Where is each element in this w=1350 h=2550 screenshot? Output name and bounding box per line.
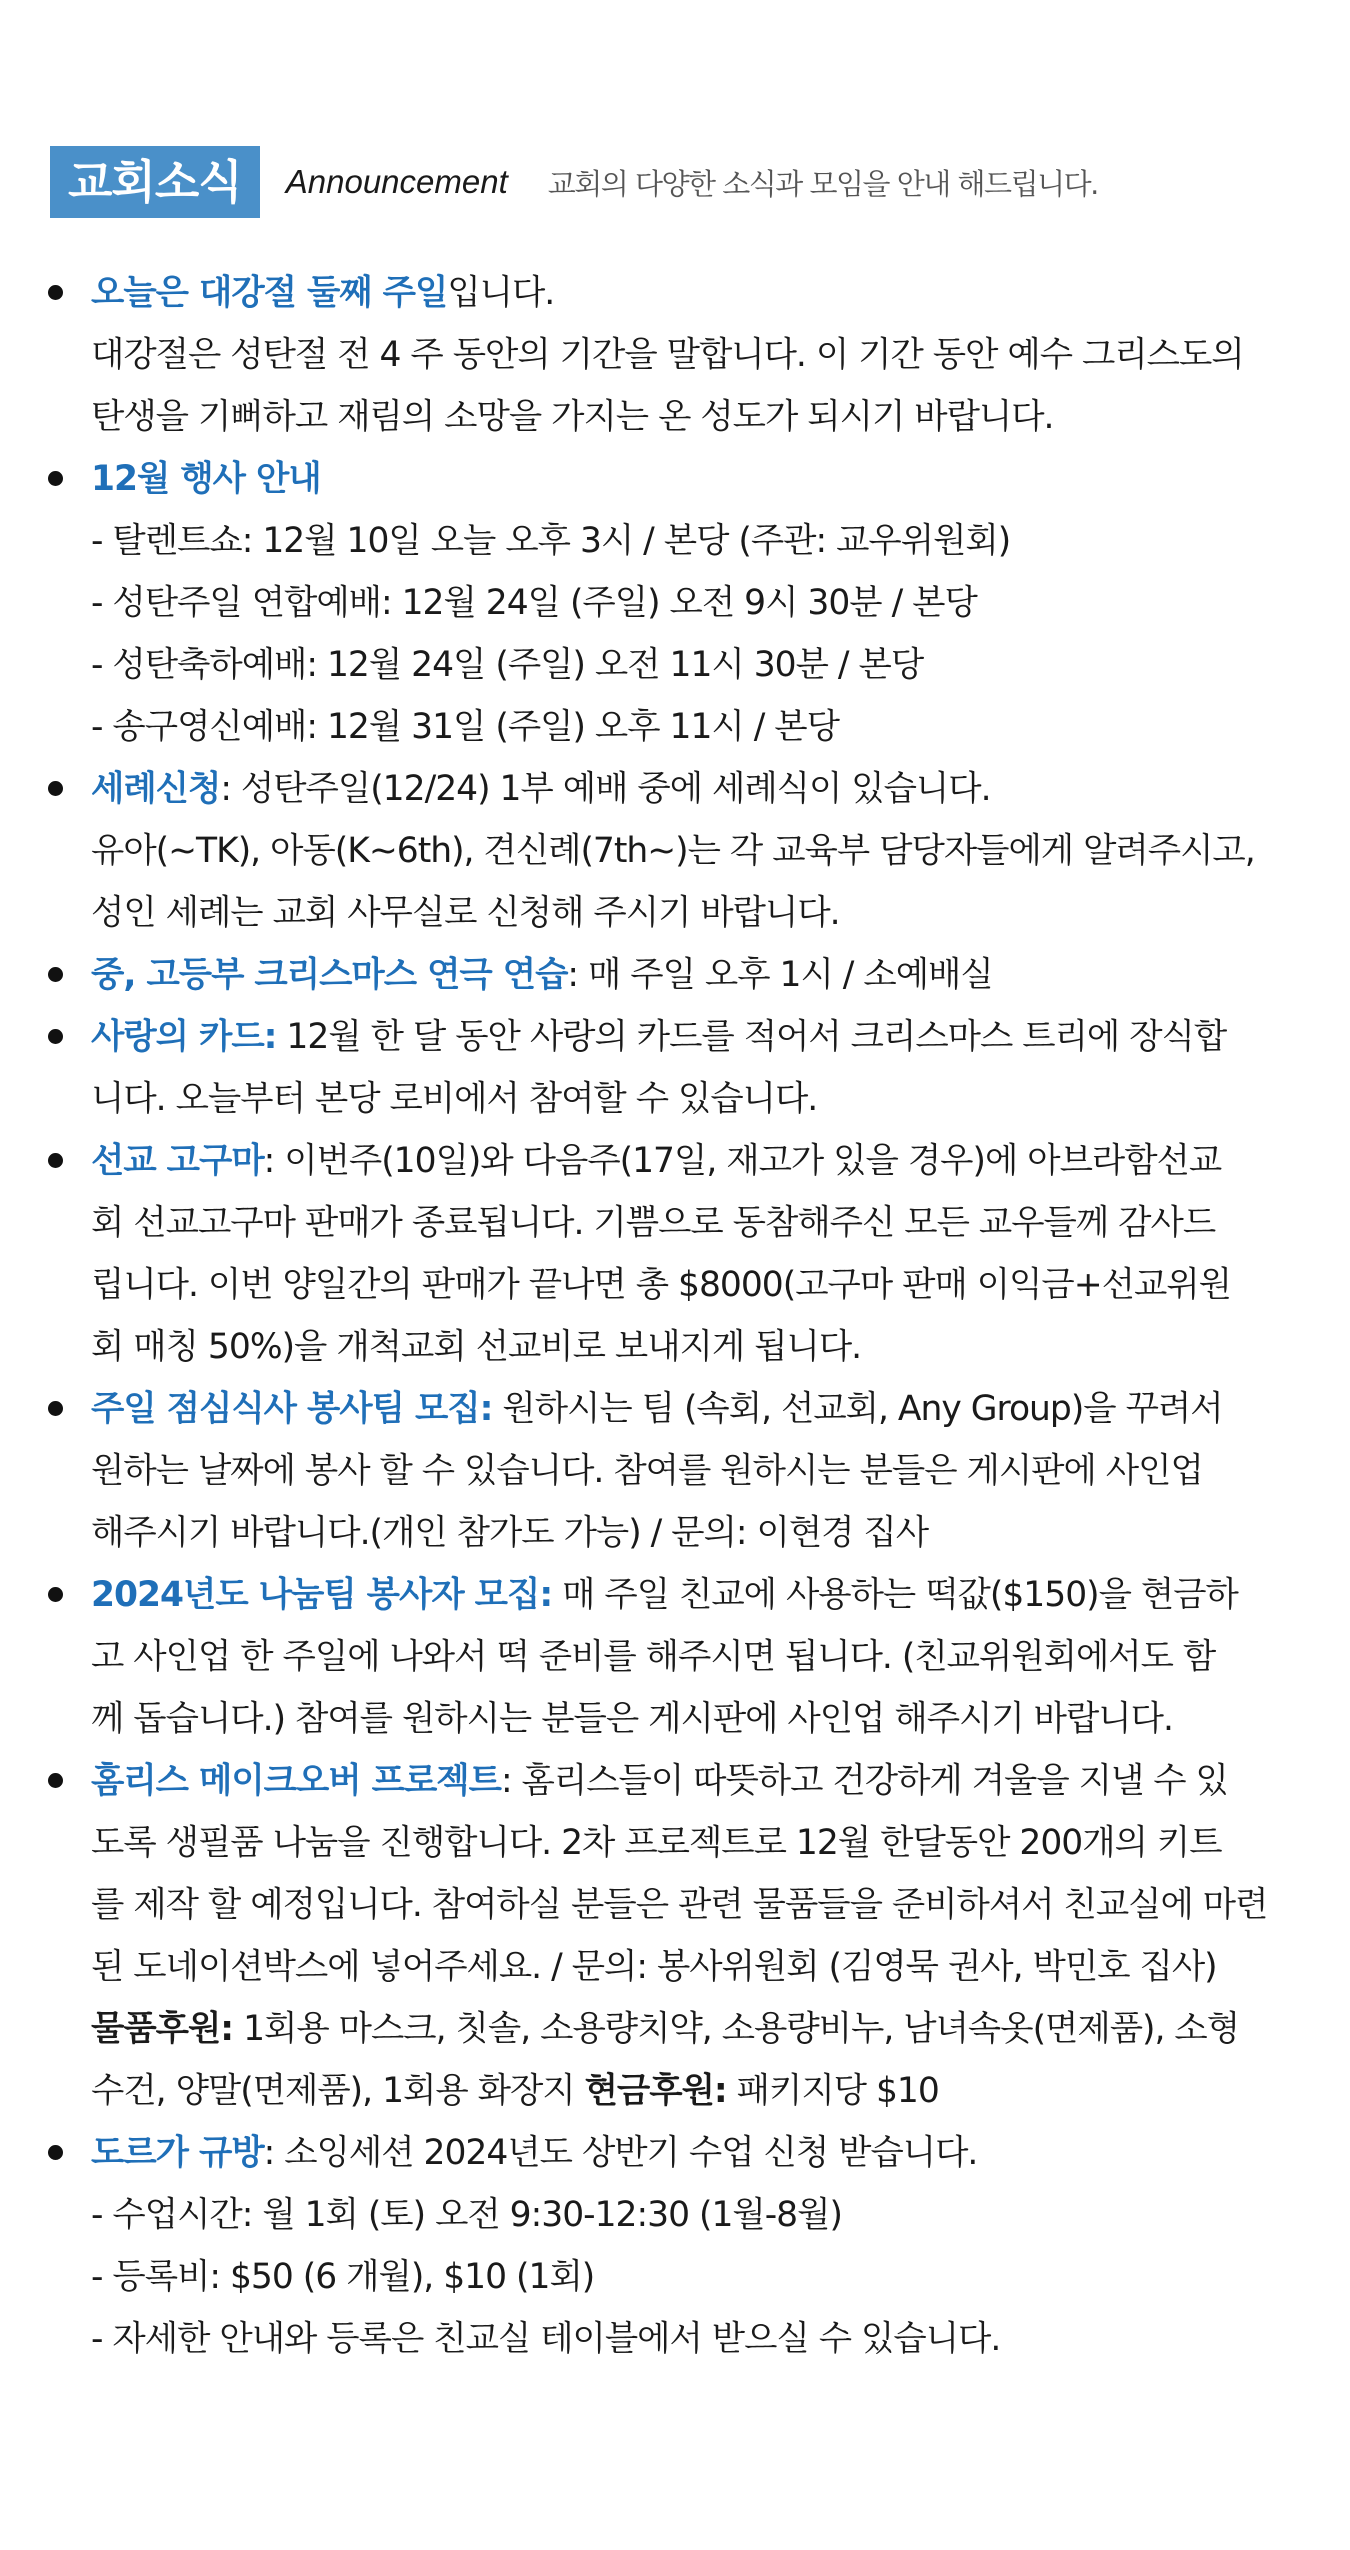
item-heading: 오늘은 대강절 둘째 주일	[91, 273, 448, 313]
list-item-homeless-makeover	[42, 1750, 1307, 2122]
item-first-line	[91, 944, 1307, 1006]
item-heading-tail: : 이번주(10일)와 다음주(17일, 재고가 있을 경우)에 아브라함선교	[263, 1141, 1222, 1181]
list-item-advent	[42, 262, 1307, 448]
item-first-line	[91, 1750, 1307, 1812]
item-first-line	[91, 1130, 1307, 1192]
item-line: 회 선교고구마 판매가 종료됩니다. 기쁨으로 동참해주신 모든 교우들께 감사드	[91, 1203, 1216, 1243]
goods-donation-text: 1회용 마스크, 칫솔, 소용량치약, 소용량비누, 남녀속옷(면제품), 소형	[233, 2009, 1240, 2049]
list-item-mission-sweet-potato	[42, 1130, 1307, 1378]
section-title-english: Announcement	[285, 163, 508, 200]
announcement-header	[50, 146, 1098, 218]
item-heading-tail: : 성탄주일(12/24) 1부 예배 중에 세례식이 있습니다.	[220, 769, 991, 809]
list-item-baptism	[42, 758, 1307, 944]
item-first-line	[91, 1378, 1307, 1440]
item-line: - 등록비: $50 (6 개월), $10 (1회)	[91, 2257, 595, 2297]
bullet-icon	[48, 1587, 63, 1602]
item-line: - 성탄축하예배: 12월 24일 (주일) 오전 11시 30분 / 본당	[91, 645, 924, 685]
list-item-christmas-play	[42, 944, 1307, 1006]
item-line: 께 돕습니다.) 참여를 원하시는 분들은 게시판에 사인업 해주시기 바랍니다.	[91, 1699, 1173, 1739]
item-heading: 주일 점심식사 봉사팀 모집:	[91, 1389, 493, 1429]
item-line: - 자세한 안내와 등록은 친교실 테이블에서 받으실 수 있습니다.	[91, 2319, 1001, 2359]
list-item-dorcas-sewing	[42, 2122, 1307, 2370]
list-item-love-card	[42, 1006, 1307, 1130]
goods-donation-line	[91, 1998, 1307, 2060]
item-line: 를 제작 할 예정입니다. 참여하실 분들은 관련 물품들을 준비하셔서 친교실에 마련	[91, 1885, 1268, 1925]
section-subtitle: 교회의 다양한 소식과 모임을 안내 해드립니다.	[547, 166, 1098, 201]
item-heading: 12월 행사 안내	[91, 459, 321, 499]
item-line: 립니다. 이번 양일간의 판매가 끝나면 총 $8000(고구마 판매 이익금+선교위원	[91, 1265, 1231, 1305]
item-line: - 수업시간: 월 1회 (토) 오전 9:30-12:30 (1월-8월)	[91, 2195, 842, 2235]
item-heading-tail: 입니다.	[447, 273, 555, 313]
bullet-icon	[48, 967, 63, 982]
item-line: 도록 생필품 나눔을 진행합니다. 2차 프로젝트로 12월 한달동안 200개의 키트	[91, 1823, 1222, 1863]
item-line: 된 도네이션박스에 넣어주세요. / 문의: 봉사위원회 (김영묵 권사, 박민호 집사)	[91, 1947, 1217, 1987]
list-item-december-events	[42, 448, 1307, 758]
item-heading: 중, 고등부 크리스마스 연극 연습	[91, 955, 568, 995]
item-heading: 2024년도 나눔팀 봉사자 모집:	[91, 1575, 553, 1615]
announcement-list	[42, 262, 1307, 2370]
list-item-lunch-volunteers	[42, 1378, 1307, 1564]
bullet-icon	[48, 285, 63, 300]
item-first-line	[91, 2122, 1307, 2184]
cash-donation-label: 현금후원:	[584, 2071, 727, 2111]
cash-donation-text: 패키지당 $10	[726, 2071, 939, 2111]
item-heading-tail: 매 주일 친교에 사용하는 떡값($150)을 현금하	[552, 1575, 1238, 1615]
item-first-line	[91, 758, 1307, 820]
bullet-icon	[48, 1401, 63, 1416]
cash-donation-line	[91, 2060, 1307, 2122]
item-heading-tail: : 소잉세션 2024년도 상반기 수업 신청 받습니다.	[263, 2133, 978, 2173]
item-heading: 세례신청	[91, 769, 221, 809]
bullet-icon	[48, 1773, 63, 1788]
item-heading: 도르가 규방	[91, 2133, 264, 2173]
item-line: - 송구영신예배: 12월 31일 (주일) 오후 11시 / 본당	[91, 707, 839, 747]
item-heading-tail: 원하시는 팀 (속회, 선교회, Any Group)을 꾸려서	[492, 1389, 1223, 1429]
bullet-icon	[48, 1029, 63, 1044]
item-line: - 탈렌트쇼: 12월 10일 오늘 오후 3시 / 본당 (주관: 교우위원회)	[91, 521, 1011, 561]
item-heading-tail: 12월 한 달 동안 사랑의 카드를 적어서 크리스마스 트리에 장식합	[276, 1017, 1227, 1057]
item-line: 해주시기 바랍니다.(개인 참가도 가능) / 문의: 이현경 집사	[91, 1513, 929, 1553]
item-first-line	[91, 262, 1307, 324]
item-line: 탄생을 기뻐하고 재림의 소망을 가지는 온 성도가 되시기 바랍니다.	[91, 397, 1054, 437]
item-heading-tail: : 매 주일 오후 1시 / 소예배실	[567, 955, 993, 995]
section-title: 교회소식	[50, 146, 260, 218]
bullet-icon	[48, 781, 63, 796]
item-first-line	[91, 448, 1307, 510]
item-heading-tail: : 홈리스들이 따뜻하고 건강하게 겨울을 지낼 수 있	[500, 1761, 1228, 1801]
item-line: 대강절은 성탄절 전 4 주 동안의 기간을 말합니다. 이 기간 동안 예수 그리스도의	[91, 335, 1244, 375]
item-first-line	[91, 1006, 1307, 1068]
item-line: 성인 세례는 교회 사무실로 신청해 주시기 바랍니다.	[91, 893, 840, 933]
item-line: 원하는 날짜에 봉사 할 수 있습니다. 참여를 원하시는 분들은 게시판에 사인업	[91, 1451, 1203, 1491]
item-line: 유아(~TK), 아동(K~6th), 견신례(7th~)는 각 교육부 담당자들에게 알려주시고,	[91, 831, 1255, 871]
item-heading: 선교 고구마	[91, 1141, 264, 1181]
item-line: 니다. 오늘부터 본당 로비에서 참여할 수 있습니다.	[91, 1079, 818, 1119]
item-heading: 홈리스 메이크오버 프로젝트	[91, 1761, 501, 1801]
item-heading: 사랑의 카드:	[91, 1017, 277, 1057]
goods-donation-label: 물품후원:	[91, 2009, 234, 2049]
bullet-icon	[48, 471, 63, 486]
bullet-icon	[48, 1153, 63, 1168]
goods-donation-text-cont: 수건, 양말(면제품), 1회용 화장지	[91, 2071, 585, 2111]
item-line: 고 사인업 한 주일에 나와서 떡 준비를 해주시면 됩니다. (친교위원회에서도 함	[91, 1637, 1216, 1677]
bullet-icon	[48, 2145, 63, 2160]
item-line: 회 매칭 50%)을 개척교회 선교비로 보내지게 됩니다.	[91, 1327, 862, 1367]
item-first-line	[91, 1564, 1307, 1626]
list-item-sharing-team	[42, 1564, 1307, 1750]
item-line: - 성탄주일 연합예배: 12월 24일 (주일) 오전 9시 30분 / 본당	[91, 583, 977, 623]
